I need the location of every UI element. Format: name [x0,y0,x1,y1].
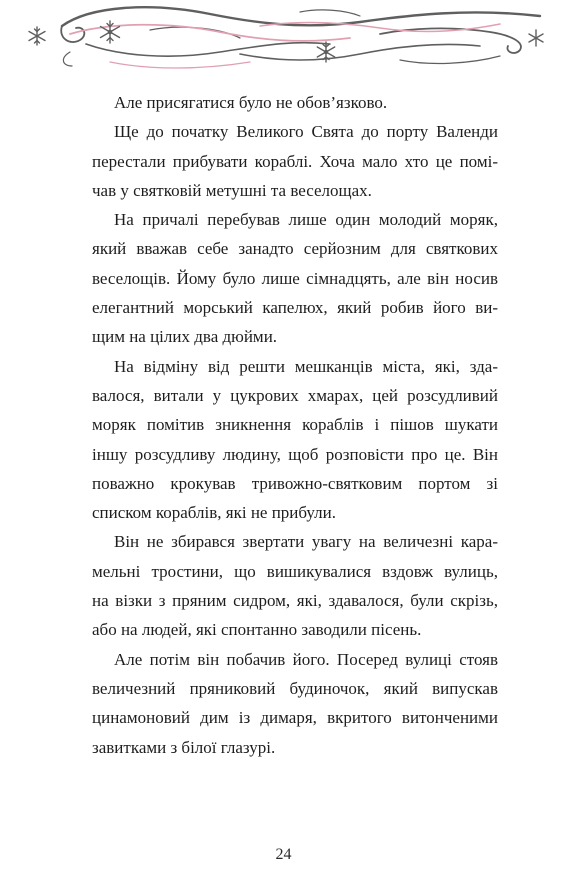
text-line: На причалі перебував лише один молодий моряк, [114,210,498,230]
paragraph [92,117,498,205]
paragraph [92,645,498,762]
text-line: На відміну від решти мешканців міста, які, зда- [114,356,498,376]
text-line: валося, витали у цукрових хмарах, цей розсудливий [92,385,498,405]
text-line: елегантний морський капелюх, який робив його ви- [92,298,498,318]
text-line: величезний пряниковий будиночок, який випускав [92,678,498,698]
paragraph [92,88,498,117]
paragraph [92,205,498,351]
text-line: моряк помітив зникнення кораблів і пішов шукати [92,415,498,435]
paragraph [92,352,498,528]
text-line: щим на цілих два дюйми. [92,327,278,347]
text-line: чав у святковій метушні та веселощах. [92,180,372,200]
text-line: Він не збирався звертати увагу на величезні кара- [114,532,498,552]
text-line: який вважав себе занадто серйозним для святкових [92,239,498,259]
text-line: або на людей, які спонтанно заводили пісень. [92,620,422,640]
text-line: списком кораблів, які не прибули. [92,503,336,523]
text-line: цинамоновий дим із димаря, вкритого витонченими [92,708,498,728]
text-line: веселощів. Йому було лише сімнадцять, але він носив [92,268,498,288]
text-line: на візки з пряним сидром, які, здавалося, були скрізь, [92,591,498,611]
text-line: мельні тростини, що вишикувалися вздовж вулиць, [92,561,498,581]
text-line: Але потім він побачив його. Посеред вулиці стояв [114,649,498,669]
text-line: завитками з білої глазурі. [92,737,276,757]
text-line: Ще до початку Великого Свята до порту Валенди [114,122,498,142]
text-line: Але присягатися було не обов’язково. [114,93,388,112]
page-number: 24 [275,846,292,863]
text-line: перестали прибувати кораблі. Хоча мало хто це помі- [92,151,498,171]
text-line: іншу розсудливу людину, щоб розповісти про це. Він [92,444,498,464]
text-line: поважно крокував тривожно-святковим портом зі [92,473,498,493]
body-text [92,88,498,762]
header-ornament [0,0,567,80]
paragraph [92,527,498,644]
